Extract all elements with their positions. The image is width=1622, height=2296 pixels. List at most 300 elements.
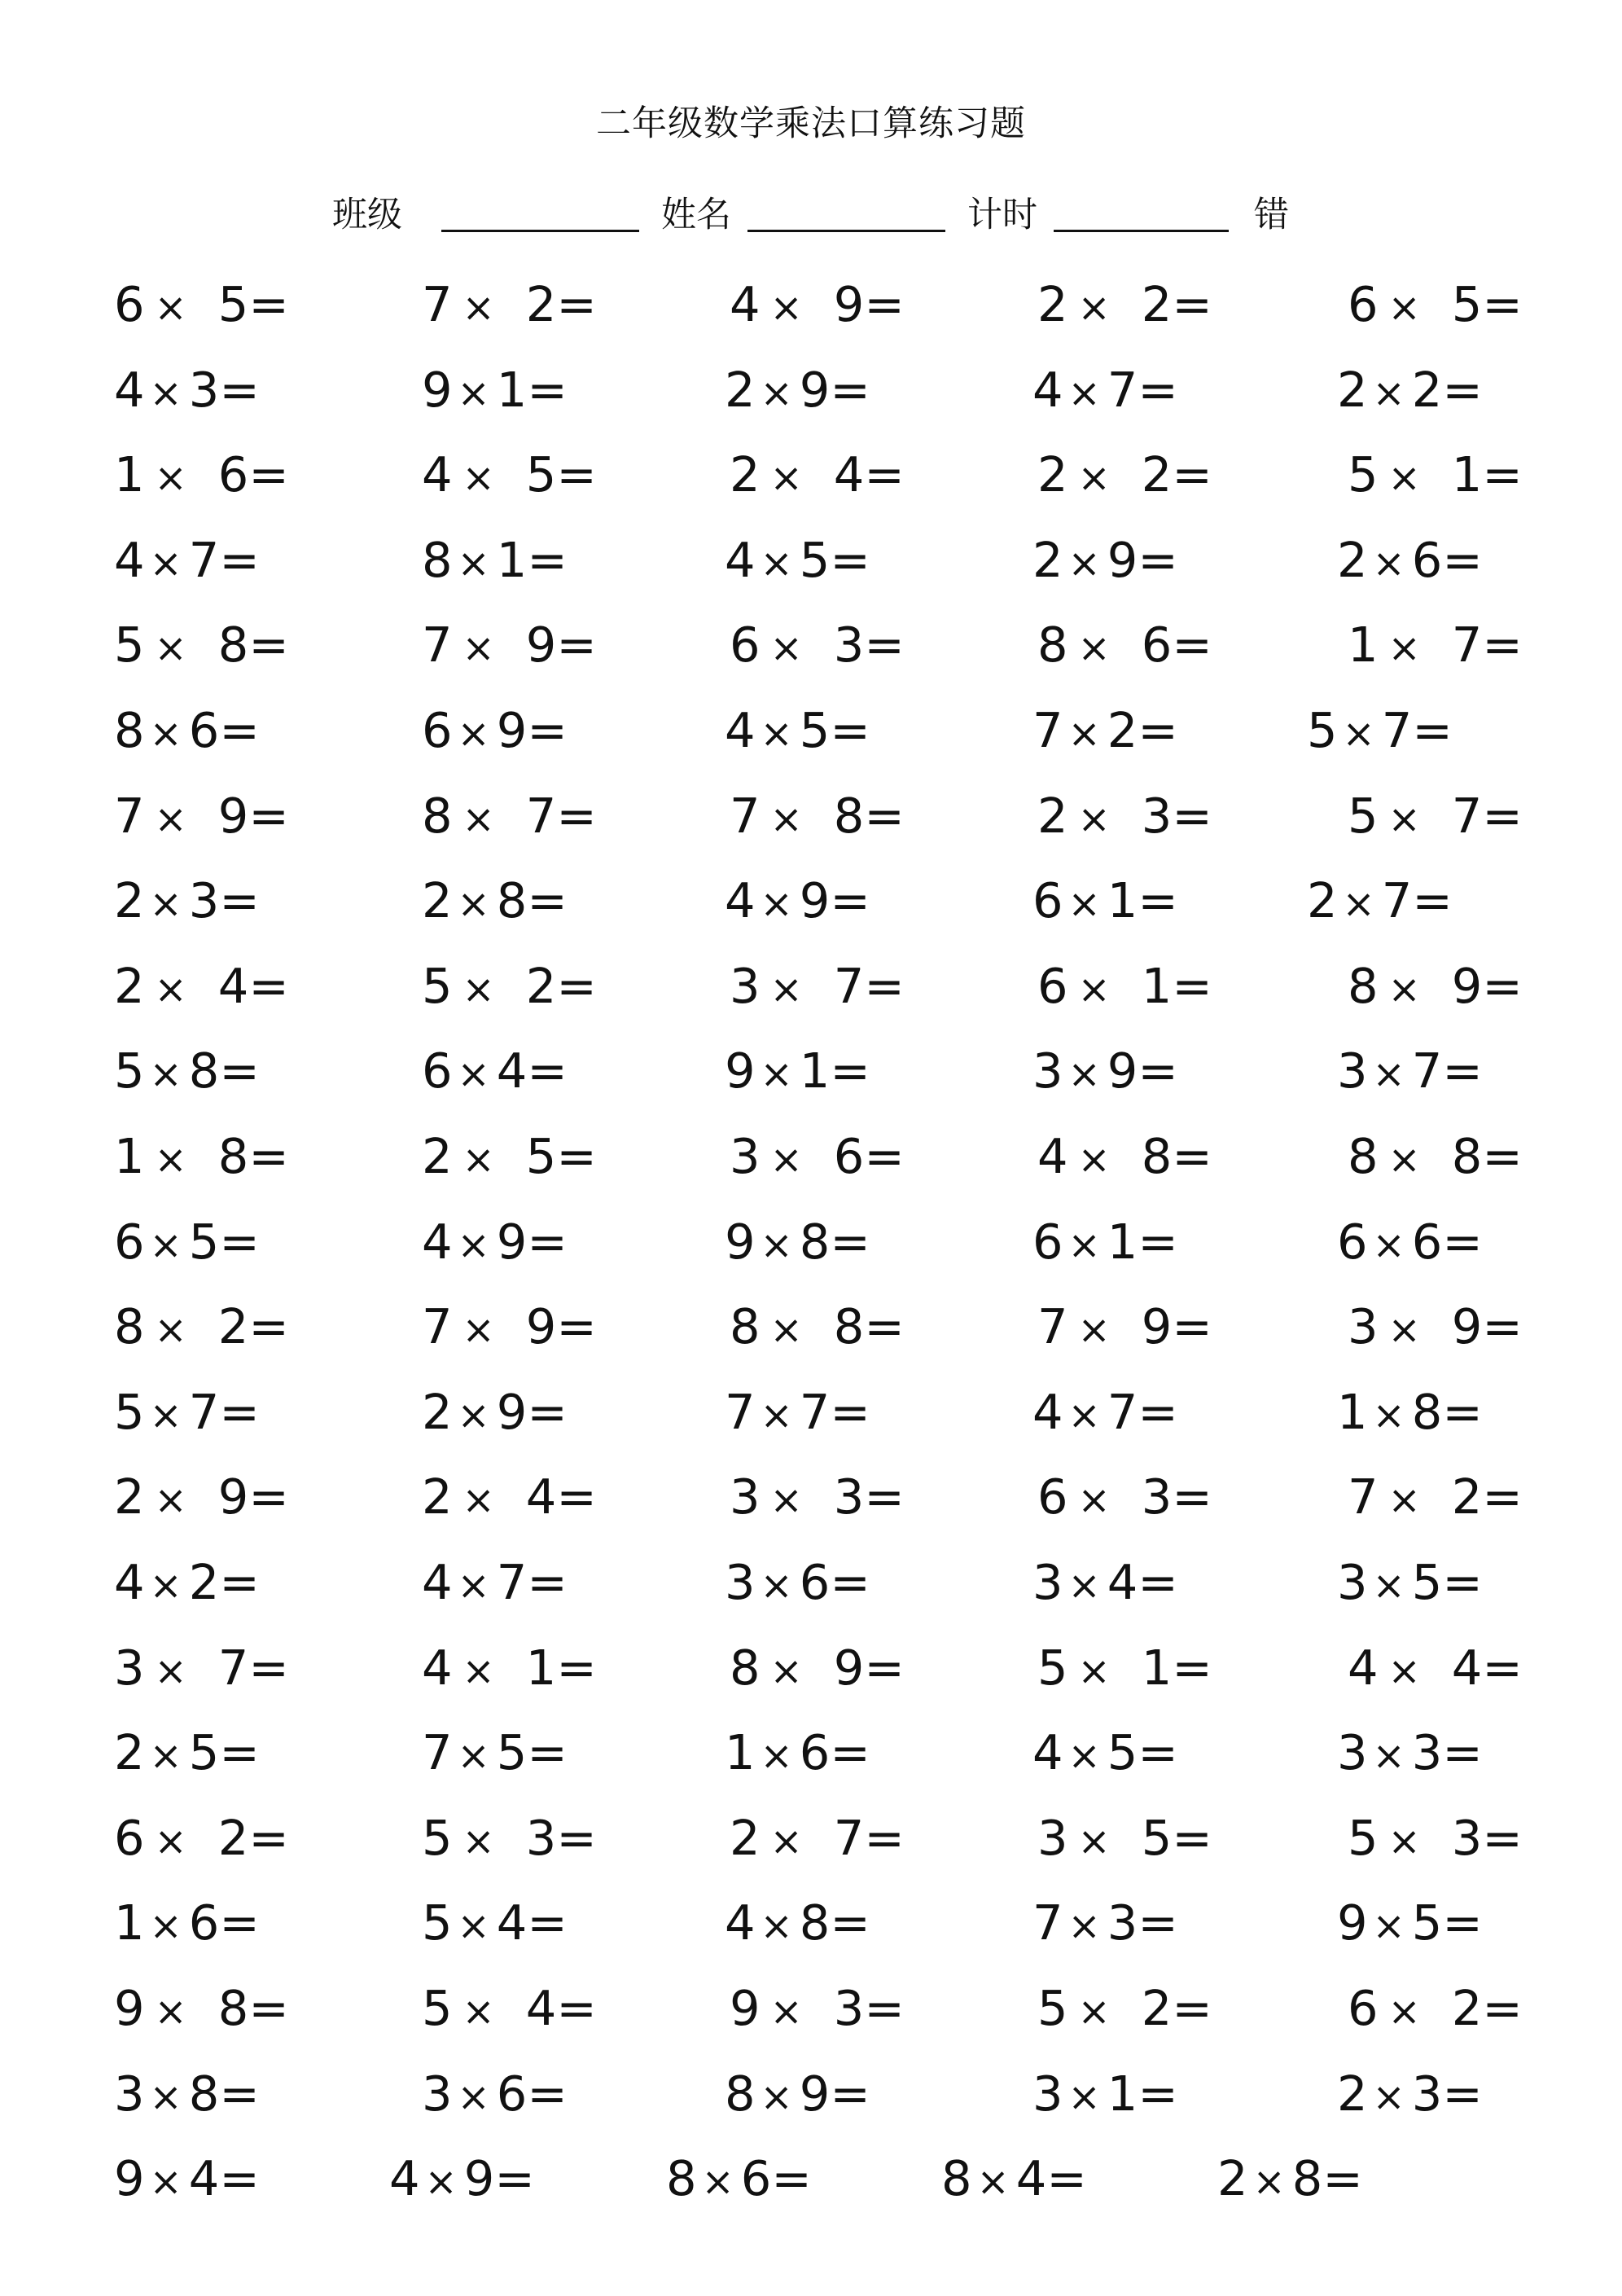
times-sign: × <box>1372 1392 1405 1438</box>
multiplication-problem <box>1337 1720 1483 1785</box>
multiplication-problem <box>1348 1294 1523 1359</box>
times-sign: × <box>149 370 182 416</box>
equals-sign: = <box>248 1128 289 1184</box>
equals-sign: = <box>1482 787 1523 844</box>
first-factor: 2 <box>114 957 145 1014</box>
first-factor: 3 <box>725 1554 756 1610</box>
equals-sign: = <box>527 2065 568 2122</box>
equals-sign: = <box>864 1468 905 1526</box>
times-sign: × <box>462 285 495 331</box>
times-sign: × <box>760 1392 793 1438</box>
multiplication-problem <box>1037 1806 1212 1871</box>
times-sign: × <box>760 1733 793 1780</box>
times-sign: × <box>1372 1733 1405 1780</box>
equals-sign: = <box>248 1468 289 1526</box>
second-factor: 4 <box>525 1980 557 2036</box>
multiplication-problem <box>725 1720 870 1785</box>
problem-row <box>0 1720 1622 1785</box>
first-factor: 2 <box>1337 531 1368 588</box>
equals-sign: = <box>830 1383 870 1440</box>
second-factor: 7 <box>833 957 865 1014</box>
multiplication-problem <box>114 1124 289 1189</box>
times-sign: × <box>1077 966 1111 1012</box>
first-factor: 3 <box>730 1468 761 1526</box>
equals-sign: = <box>1412 872 1453 929</box>
second-factor: 9 <box>1141 1298 1173 1355</box>
equals-sign: = <box>219 1043 260 1100</box>
equals-sign: = <box>1172 276 1212 332</box>
first-factor: 2 <box>422 872 453 929</box>
multiplication-problem <box>422 1038 568 1104</box>
times-sign: × <box>769 1477 803 1524</box>
equals-sign: = <box>527 1894 568 1951</box>
equals-sign: = <box>527 872 568 929</box>
multiplication-problem <box>422 784 597 849</box>
multiplication-problem <box>422 1890 568 1956</box>
multiplication-problem <box>422 954 597 1019</box>
first-factor: 8 <box>666 2150 697 2207</box>
second-factor: 7 <box>1451 787 1483 844</box>
first-factor: 2 <box>1037 787 1068 844</box>
times-sign: × <box>154 1307 187 1354</box>
multiplication-problem <box>114 1720 260 1785</box>
class-label: 班级 <box>332 195 402 235</box>
multiplication-problem <box>1037 1464 1212 1530</box>
times-sign: × <box>457 2074 490 2120</box>
second-factor: 4 <box>496 1894 528 1951</box>
second-factor: 9 <box>496 1383 528 1440</box>
times-sign: × <box>1387 1989 1421 2035</box>
first-factor: 5 <box>114 1043 145 1100</box>
times-sign: × <box>1387 1477 1421 1524</box>
equals-sign: = <box>556 276 597 332</box>
multiplication-problem <box>730 1124 905 1189</box>
first-factor: 4 <box>422 1639 453 1696</box>
equals-sign: = <box>830 1043 870 1100</box>
first-factor: 1 <box>114 446 145 503</box>
equals-sign: = <box>556 1809 597 1866</box>
first-factor: 3 <box>1032 1043 1063 1100</box>
second-factor: 9 <box>1107 531 1138 588</box>
times-sign: × <box>760 711 793 757</box>
multiplication-problem <box>1348 1635 1523 1701</box>
first-factor: 6 <box>730 617 761 674</box>
equals-sign: = <box>527 702 568 758</box>
first-factor: 3 <box>1337 1724 1368 1781</box>
multiplication-problem <box>422 1464 597 1530</box>
equals-sign: = <box>864 446 905 503</box>
first-factor: 6 <box>1348 276 1379 332</box>
multiplication-problem <box>725 1550 870 1615</box>
multiplication-problem <box>1337 358 1483 423</box>
equals-sign: = <box>1138 1213 1178 1270</box>
multiplication-problem <box>1037 612 1212 678</box>
second-factor: 6 <box>833 1128 865 1184</box>
second-factor: 4 <box>1107 1554 1138 1610</box>
multiplication-problem <box>1037 784 1212 849</box>
times-sign: × <box>1372 1222 1405 1268</box>
first-factor: 9 <box>730 1980 761 2036</box>
first-factor: 5 <box>114 1383 145 1440</box>
multiplication-problem <box>114 1806 289 1871</box>
second-factor: 2 <box>188 1554 220 1610</box>
equals-sign: = <box>1482 957 1523 1014</box>
equals-sign: = <box>219 1554 260 1610</box>
times-sign: × <box>769 1648 803 1694</box>
multiplication-problem <box>730 1635 905 1701</box>
multiplication-problem <box>1037 272 1212 337</box>
multiplication-problem <box>666 2146 812 2211</box>
multiplication-problem <box>422 272 597 337</box>
times-sign: × <box>1372 1903 1405 1950</box>
times-sign: × <box>462 626 495 672</box>
second-factor: 7 <box>833 1809 865 1866</box>
equals-sign: = <box>1138 361 1178 418</box>
second-factor: 2 <box>217 1809 249 1866</box>
second-factor: 8 <box>217 1128 249 1184</box>
second-factor: 9 <box>496 1213 528 1270</box>
times-sign: × <box>769 1989 803 2035</box>
first-factor: 5 <box>422 957 453 1014</box>
first-factor: 2 <box>1337 2065 1368 2122</box>
second-factor: 7 <box>799 1383 831 1440</box>
second-factor: 7 <box>1107 361 1138 418</box>
second-factor: 1 <box>1141 957 1173 1014</box>
equals-sign: = <box>1172 1980 1212 2036</box>
first-factor: 1 <box>725 1724 756 1781</box>
second-factor: 6 <box>1411 531 1443 588</box>
first-factor: 2 <box>1032 531 1063 588</box>
equals-sign: = <box>1172 1128 1212 1184</box>
first-factor: 5 <box>1037 1639 1068 1696</box>
first-factor: 5 <box>1348 446 1379 503</box>
multiplication-problem <box>1037 1976 1212 2041</box>
times-sign: × <box>769 1137 803 1183</box>
times-sign: × <box>149 881 182 928</box>
problem-row <box>0 612 1622 678</box>
multiplication-problem <box>1032 1038 1178 1104</box>
equals-sign: = <box>1138 1043 1178 1100</box>
times-sign: × <box>154 1648 187 1694</box>
equals-sign: = <box>1442 1894 1483 1951</box>
times-sign: × <box>1077 1818 1111 1864</box>
equals-sign: = <box>1138 1554 1178 1610</box>
first-factor: 5 <box>1307 702 1338 758</box>
second-factor: 8 <box>1141 1128 1173 1184</box>
second-factor: 2 <box>1141 1980 1173 2036</box>
first-factor: 6 <box>1037 957 1068 1014</box>
first-factor: 2 <box>1307 872 1338 929</box>
equals-sign: = <box>1482 276 1523 332</box>
second-factor: 7 <box>525 787 557 844</box>
first-factor: 9 <box>114 2150 145 2207</box>
times-sign: × <box>1372 2074 1405 2120</box>
first-factor: 4 <box>1032 361 1063 418</box>
multiplication-problem <box>1032 1550 1178 1615</box>
second-factor: 1 <box>525 1639 557 1696</box>
multiplication-problem <box>730 1976 905 2041</box>
first-factor: 8 <box>1348 957 1379 1014</box>
second-factor: 9 <box>496 702 528 758</box>
times-sign: × <box>1387 1648 1421 1694</box>
times-sign: × <box>457 1563 490 1609</box>
equals-sign: = <box>830 2065 870 2122</box>
multiplication-problem <box>389 2146 535 2211</box>
times-sign: × <box>1387 455 1421 502</box>
multiplication-problem <box>422 1976 597 2041</box>
multiplication-problem <box>1337 1890 1483 1956</box>
multiplication-problem <box>725 1380 870 1445</box>
problem-row <box>0 272 1622 337</box>
times-sign: × <box>769 626 803 672</box>
first-factor: 8 <box>114 702 145 758</box>
multiplication-problem <box>1348 784 1523 849</box>
multiplication-problem <box>422 868 568 933</box>
multiplication-problem <box>1037 1124 1212 1189</box>
first-factor: 6 <box>114 276 145 332</box>
multiplication-problem <box>730 1806 905 1871</box>
equals-sign: = <box>1138 1383 1178 1440</box>
multiplication-problem <box>114 698 260 763</box>
equals-sign: = <box>248 787 289 844</box>
equals-sign: = <box>1442 1554 1483 1610</box>
times-sign: × <box>760 1222 793 1268</box>
second-factor: 4 <box>217 957 249 1014</box>
times-sign: × <box>1387 1137 1421 1183</box>
second-factor: 1 <box>496 361 528 418</box>
multiplication-problem <box>114 442 289 507</box>
first-factor: 6 <box>1032 872 1063 929</box>
times-sign: × <box>1067 370 1101 416</box>
times-sign: × <box>149 1392 182 1438</box>
multiplication-problem <box>1037 954 1212 1019</box>
second-factor: 2 <box>1141 276 1173 332</box>
times-sign: × <box>154 796 187 842</box>
second-factor: 1 <box>1107 872 1138 929</box>
times-sign: × <box>760 1051 793 1098</box>
times-sign: × <box>154 966 187 1012</box>
equals-sign: = <box>1046 2150 1087 2207</box>
second-factor: 9 <box>833 276 865 332</box>
second-factor: 2 <box>1451 1980 1483 2036</box>
multiplication-problem <box>114 612 289 678</box>
equals-sign: = <box>830 872 870 929</box>
problem-row <box>0 1464 1622 1530</box>
multiplication-problem <box>1337 1550 1483 1615</box>
second-factor: 1 <box>1107 2065 1138 2122</box>
times-sign: × <box>149 2074 182 2120</box>
second-factor: 7 <box>1411 1043 1443 1100</box>
first-factor: 4 <box>1037 1128 1068 1184</box>
equals-sign: = <box>494 2150 535 2207</box>
multiplication-problem <box>1348 1976 1523 2041</box>
second-factor: 6 <box>217 446 249 503</box>
problem-row <box>0 1806 1622 1871</box>
times-sign: × <box>1387 796 1421 842</box>
second-factor: 5 <box>1451 276 1483 332</box>
equals-sign: = <box>219 2150 260 2207</box>
second-factor: 3 <box>1107 1894 1138 1951</box>
equals-sign: = <box>864 1128 905 1184</box>
multiplication-problem <box>1348 1806 1523 1871</box>
multiplication-problem <box>1307 698 1453 763</box>
multiplication-problem <box>725 528 870 593</box>
second-factor: 7 <box>1381 872 1413 929</box>
times-sign: × <box>976 2159 1010 2206</box>
times-sign: × <box>1387 1307 1421 1354</box>
multiplication-problem <box>725 698 870 763</box>
first-factor: 2 <box>730 1809 761 1866</box>
equals-sign: = <box>527 531 568 588</box>
multiplication-problem <box>422 442 597 507</box>
first-factor: 8 <box>941 2150 972 2207</box>
second-factor: 7 <box>188 1383 220 1440</box>
second-factor: 1 <box>1107 1213 1138 1270</box>
times-sign: × <box>1077 285 1111 331</box>
multiplication-problem <box>422 1124 597 1189</box>
second-factor: 9 <box>833 1639 865 1696</box>
equals-sign: = <box>864 1639 905 1696</box>
name-label: 姓名 <box>661 195 731 235</box>
equals-sign: = <box>556 1298 597 1355</box>
equals-sign: = <box>1442 2065 1483 2122</box>
times-sign: × <box>154 626 187 672</box>
problem-row <box>0 1038 1622 1104</box>
second-factor: 6 <box>740 2150 772 2207</box>
equals-sign: = <box>1442 1043 1483 1100</box>
equals-sign: = <box>864 1980 905 2036</box>
equals-sign: = <box>1482 617 1523 674</box>
equals-sign: = <box>556 446 597 503</box>
second-factor: 3 <box>525 1809 557 1866</box>
first-factor: 9 <box>422 361 453 418</box>
first-factor: 2 <box>114 1468 145 1526</box>
equals-sign: = <box>830 1894 870 1951</box>
second-factor: 5 <box>188 1213 220 1270</box>
first-factor: 7 <box>114 787 145 844</box>
equals-sign: = <box>864 957 905 1014</box>
times-sign: × <box>1067 1222 1101 1268</box>
times-sign: × <box>1387 626 1421 672</box>
times-sign: × <box>457 1222 490 1268</box>
times-sign: × <box>1077 626 1111 672</box>
first-factor: 2 <box>1337 361 1368 418</box>
first-factor: 7 <box>1032 702 1063 758</box>
multiplication-problem <box>725 1209 870 1275</box>
first-factor: 6 <box>422 1043 453 1100</box>
times-sign: × <box>1077 455 1111 502</box>
second-factor: 6 <box>1141 617 1173 674</box>
second-factor: 8 <box>1451 1128 1483 1184</box>
second-factor: 9 <box>1451 957 1483 1014</box>
second-factor: 9 <box>799 872 831 929</box>
times-sign: × <box>760 881 793 928</box>
times-sign: × <box>1077 1477 1111 1524</box>
second-factor: 7 <box>496 1554 528 1610</box>
multiplication-problem <box>422 1635 597 1701</box>
first-factor: 3 <box>422 2065 453 2122</box>
second-factor: 1 <box>799 1043 831 1100</box>
multiplication-problem <box>114 1976 289 2041</box>
first-factor: 6 <box>1037 1468 1068 1526</box>
first-factor: 7 <box>725 1383 756 1440</box>
multiplication-problem <box>422 358 568 423</box>
times-sign: × <box>457 1903 490 1950</box>
multiplication-problem <box>1032 358 1178 423</box>
first-factor: 9 <box>725 1043 756 1100</box>
multiplication-problem <box>114 784 289 849</box>
equals-sign: = <box>1172 1468 1212 1526</box>
time-label: 计时 <box>967 195 1037 235</box>
first-factor: 4 <box>1032 1383 1063 1440</box>
times-sign: × <box>1067 2074 1101 2120</box>
second-factor: 9 <box>799 2065 831 2122</box>
times-sign: × <box>1067 1051 1101 1098</box>
equals-sign: = <box>830 361 870 418</box>
first-factor: 7 <box>1348 1468 1379 1526</box>
first-factor: 7 <box>1037 1298 1068 1355</box>
multiplication-problem <box>730 954 905 1019</box>
multiplication-problem <box>730 272 905 337</box>
second-factor: 3 <box>1141 1468 1173 1526</box>
page-title: 二年级数学乘法口算练习题 <box>596 103 1026 144</box>
first-factor: 3 <box>1337 1043 1368 1100</box>
first-factor: 3 <box>1032 1554 1063 1610</box>
times-sign: × <box>1372 370 1405 416</box>
times-sign: × <box>701 2159 734 2206</box>
second-factor: 4 <box>525 1468 557 1526</box>
second-factor: 5 <box>525 446 557 503</box>
problem-row <box>0 1380 1622 1445</box>
second-factor: 9 <box>1451 1298 1483 1355</box>
second-factor: 2 <box>525 957 557 1014</box>
equals-sign: = <box>556 787 597 844</box>
times-sign: × <box>1372 540 1405 586</box>
first-factor: 1 <box>1348 617 1379 674</box>
equals-sign: = <box>527 1213 568 1270</box>
times-sign: × <box>1077 1989 1111 2035</box>
second-factor: 5 <box>217 276 249 332</box>
first-factor: 4 <box>1032 1724 1063 1781</box>
second-factor: 9 <box>525 617 557 674</box>
second-factor: 3 <box>833 1468 865 1526</box>
equals-sign: = <box>1322 2150 1363 2207</box>
equals-sign: = <box>1442 1213 1483 1270</box>
second-factor: 3 <box>1141 787 1173 844</box>
first-factor: 5 <box>422 1809 453 1866</box>
second-factor: 2 <box>1141 446 1173 503</box>
second-factor: 6 <box>188 702 220 758</box>
second-factor: 7 <box>188 531 220 588</box>
first-factor: 9 <box>114 1980 145 2036</box>
equals-sign: = <box>556 1980 597 2036</box>
equals-sign: = <box>1138 872 1178 929</box>
equals-sign: = <box>830 1724 870 1781</box>
equals-sign: = <box>864 1298 905 1355</box>
times-sign: × <box>457 370 490 416</box>
multiplication-problem <box>1032 528 1178 593</box>
second-factor: 5 <box>188 1724 220 1781</box>
equals-sign: = <box>248 276 289 332</box>
multiplication-problem <box>1032 2061 1178 2127</box>
times-sign: × <box>769 966 803 1012</box>
second-factor: 4 <box>1015 2150 1047 2207</box>
first-factor: 3 <box>1337 1554 1368 1610</box>
first-factor: 3 <box>730 1128 761 1184</box>
first-factor: 2 <box>1217 2150 1248 2207</box>
second-factor: 8 <box>833 1298 865 1355</box>
problem-row <box>0 528 1622 593</box>
